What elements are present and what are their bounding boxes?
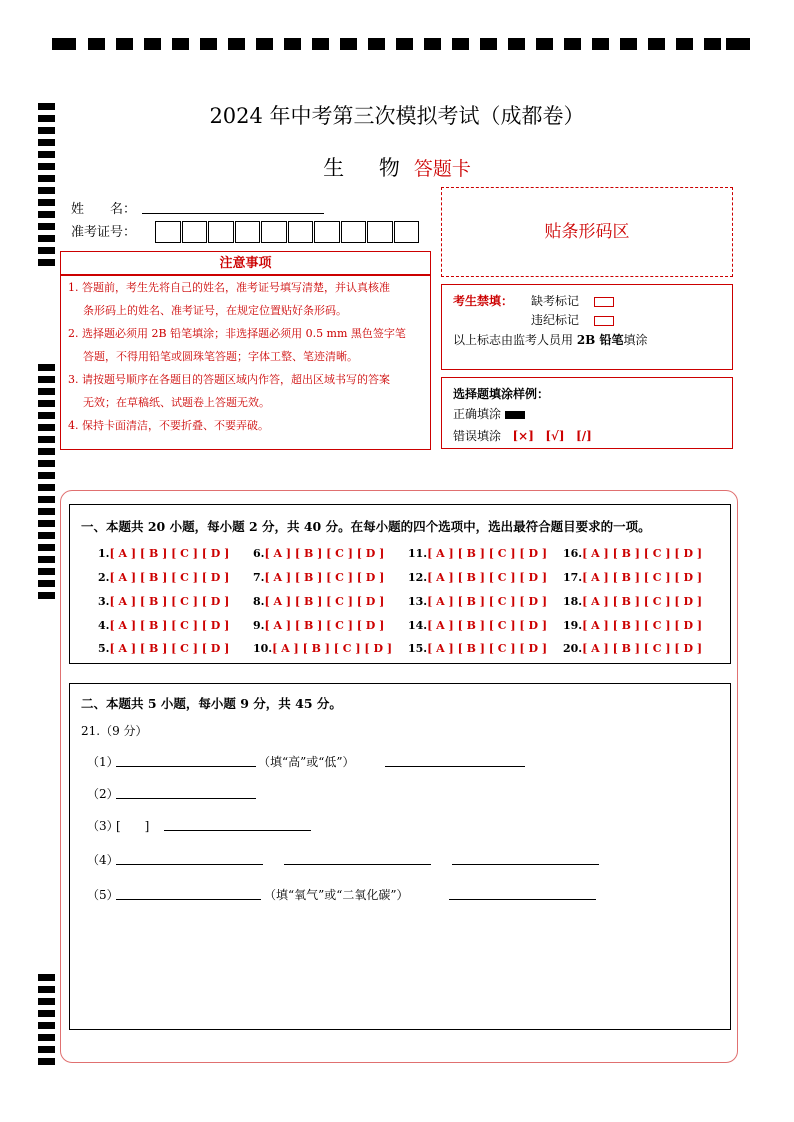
name-field[interactable] [142, 213, 324, 214]
mc-question-18[interactable]: 18.[ A ] [ B ] [ C ] [ D ] [563, 595, 703, 608]
subject-heading [0, 152, 794, 182]
notice-item-3-cont: 无效；在草稿纸、试题卷上答题无效。 [83, 396, 270, 409]
violation-mark-label: 违纪标记 [531, 311, 614, 328]
section2-title: 二、本题共 5 小题，每小题 9 分，共 45 分。 [81, 696, 342, 711]
mc-question-6[interactable]: 6.[ A ] [ B ] [ C ] [ D ] [253, 547, 385, 560]
mc-question-15[interactable]: 15.[ A ] [ B ] [ C ] [ D ] [408, 642, 548, 655]
answer-card-label: 答题卡 [413, 158, 471, 180]
q21-part1-hint: （填“高”或“低”） [258, 755, 355, 769]
mc-question-10[interactable]: 10.[ A ] [ B ] [ C ] [ D ] [253, 642, 393, 655]
mc-question-1[interactable]: 1.[ A ] [ B ] [ C ] [ D ] [98, 547, 230, 560]
mc-question-5[interactable]: 5.[ A ] [ B ] [ C ] [ D ] [98, 642, 230, 655]
q21-part5-hint: （填“氧气”或“二氧化碳”） [264, 888, 409, 902]
mc-question-12[interactable]: 12.[ A ] [ B ] [ C ] [ D ] [408, 571, 548, 584]
mc-question-13[interactable]: 13.[ A ] [ B ] [ C ] [ D ] [408, 595, 548, 608]
section-short-answer [69, 683, 731, 1030]
section-multiple-choice [69, 504, 731, 664]
section1-title: 一、本题共 20 小题，每小题 2 分，共 40 分。在每小题的四个选项中，选出最符合题目要求的一项。 [81, 519, 651, 534]
mc-question-20[interactable]: 20.[ A ] [ B ] [ C ] [ D ] [563, 642, 703, 655]
q21-part5-blank-b[interactable] [449, 899, 596, 900]
mc-question-7[interactable]: 7.[ A ] [ B ] [ C ] [ D ] [253, 571, 385, 584]
q21-part4-blank-c[interactable] [452, 864, 599, 865]
exam-id-label: 准考证号： [71, 225, 137, 240]
correct-fill: 正确填涂 [453, 405, 525, 422]
q21-part2-label: （2） [87, 787, 119, 801]
notice-item-2-cont: 答题，不得用铅笔或圆珠笔答题；字体工整、笔迹清晰。 [83, 350, 358, 363]
q21-part1-blank-b[interactable] [385, 766, 525, 767]
q21-part3-bracket[interactable]: [ ] [116, 819, 150, 833]
top-timing-marks [52, 38, 750, 50]
absent-mark-box[interactable] [594, 297, 614, 307]
q21-part1-blank-a[interactable] [116, 766, 256, 767]
q21-part3-blank[interactable] [164, 830, 311, 831]
q21-part1-label: （1） [87, 755, 119, 769]
violation-mark-box[interactable] [594, 316, 614, 326]
notice-item-1: 1. 答题前，考生先将自己的姓名，准考证号填写清楚，并认真核准 [68, 281, 390, 294]
notice-item-2: 2. 选择题必须用 2B 铅笔填涂；非选择题必须用 0.5 mm 黑色签字笔 [68, 327, 406, 340]
mc-question-4[interactable]: 4.[ A ] [ B ] [ C ] [ D ] [98, 619, 230, 632]
wrong-fill: 错误填涂 [×] [√] [/] [453, 429, 592, 443]
barcode-area: 贴条形码区 [441, 187, 733, 277]
q21-part4-blank-a[interactable] [116, 864, 263, 865]
notice-item-1-cont: 条形码上的姓名、准考证号，在规定位置贴好条形码。 [83, 304, 347, 317]
fill-sample-box [441, 377, 733, 449]
examiner-only-box [441, 284, 733, 370]
q21-part5-blank-a[interactable] [116, 899, 261, 900]
q21-label: 21.（9 分） [81, 724, 148, 738]
subject-name: 生 物 [323, 156, 414, 180]
notice-item-3: 3. 请按题号顺序在各题目的答题区域内作答，超出区域书写的答案 [68, 373, 390, 386]
mc-question-3[interactable]: 3.[ A ] [ B ] [ C ] [ D ] [98, 595, 230, 608]
q21-part3-label: （3） [87, 819, 119, 833]
mc-question-14[interactable]: 14.[ A ] [ B ] [ C ] [ D ] [408, 619, 548, 632]
mc-question-16[interactable]: 16.[ A ] [ B ] [ C ] [ D ] [563, 547, 703, 560]
q21-part4-blank-b[interactable] [284, 864, 431, 865]
absent-mark-label: 缺考标记 [531, 292, 614, 309]
filled-mark-icon [505, 411, 525, 419]
mc-question-11[interactable]: 11.[ A ] [ B ] [ C ] [ D ] [408, 547, 548, 560]
notice-body [60, 275, 431, 450]
sample-title: 选择题填涂样例： [453, 387, 550, 401]
ban-label: 考生禁填： [453, 294, 514, 308]
mc-question-2[interactable]: 2.[ A ] [ B ] [ C ] [ D ] [98, 571, 230, 584]
q21-part2-blank[interactable] [116, 798, 256, 799]
mc-question-9[interactable]: 9.[ A ] [ B ] [ C ] [ D ] [253, 619, 385, 632]
exam-title: 2024 年中考第三次模拟考试（成都卷） [209, 104, 585, 128]
mc-question-8[interactable]: 8.[ A ] [ B ] [ C ] [ D ] [253, 595, 385, 608]
name-label: 姓 名： [71, 202, 137, 217]
exam-id-boxes[interactable] [155, 221, 420, 243]
mc-question-17[interactable]: 17.[ A ] [ B ] [ C ] [ D ] [563, 571, 703, 584]
q21-part4-label: （4） [87, 853, 119, 867]
notice-item-4: 4. 保持卡面清洁，不要折叠、不要弄破。 [68, 419, 269, 432]
notice-title: 注意事项 [60, 251, 431, 275]
mc-question-19[interactable]: 19.[ A ] [ B ] [ C ] [ D ] [563, 619, 703, 632]
q21-part5-label: （5） [87, 888, 119, 902]
ban-note: 以上标志由监考人员用 2B 铅笔填涂 [453, 333, 648, 347]
